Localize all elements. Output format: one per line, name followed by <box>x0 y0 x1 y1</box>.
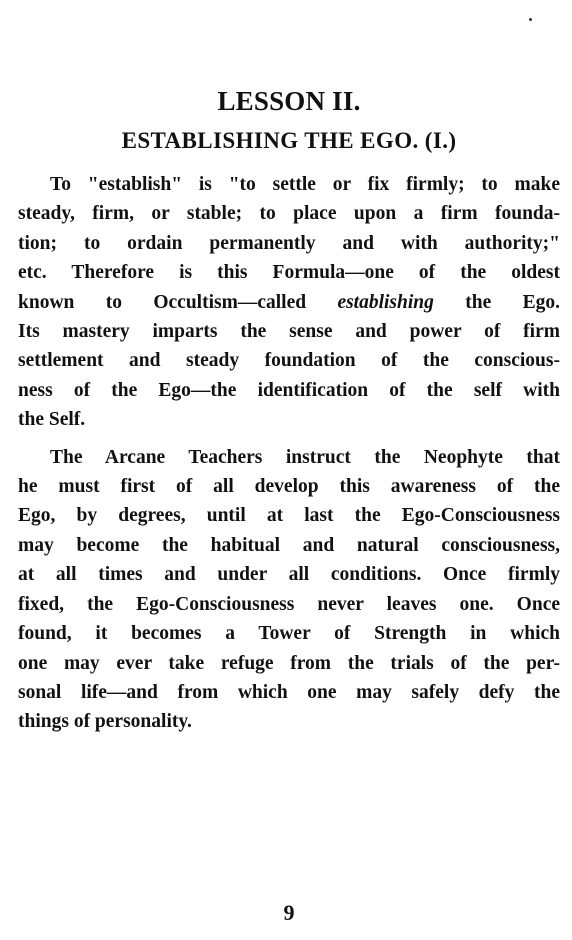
text-line: he must first of all develop this awareness of the <box>18 476 560 498</box>
text-line: things of personality. <box>18 711 192 733</box>
page-number: 9 <box>283 900 295 925</box>
chapter-title: ESTABLISHING THE EGO. (I.) <box>121 128 457 153</box>
text-line: the Self. <box>18 409 86 431</box>
book-page <box>18 0 560 940</box>
text-line: steady, firm, or stable; to place upon a firm founda- <box>18 203 560 225</box>
text-line: etc. Therefore is this Formula—one of the oldest <box>18 262 560 284</box>
paragraph-1 <box>18 170 560 435</box>
text-line: settlement and steady foundation of the conscious- <box>18 350 560 372</box>
text-line: Ego, by degrees, until at last the Ego-Consciousness <box>18 505 560 527</box>
text-line: To "establish" is "to settle or fix firmly; to make <box>50 174 560 195</box>
paragraph-2 <box>18 443 560 737</box>
text-line: The Arcane Teachers instruct the Neophyte that <box>50 446 560 468</box>
text-line: found, it becomes a Tower of Strength in which <box>18 623 560 645</box>
body-text <box>18 170 560 737</box>
text-line: Its mastery imparts the sense and power of firm <box>18 321 560 343</box>
text-line-with-emphasis <box>18 288 560 317</box>
text-fragment: the Ego. <box>433 291 560 313</box>
text-line: one may ever take refuge from the trials of the per- <box>18 652 560 674</box>
text-line: may become the habitual and natural consciousness, <box>18 534 560 556</box>
lesson-title: LESSON II. <box>217 86 361 116</box>
text-line: fixed, the Ego-Consciousness never leaves one. Once <box>18 593 560 615</box>
text-line: at all times and under all conditions. Once firmly <box>18 564 560 586</box>
paragraph-gap <box>18 435 560 443</box>
text-fragment: known to Occultism—called <box>18 291 338 313</box>
text-line: sonal life—and from which one may safely defy the <box>18 681 560 703</box>
emphasized-word: establishing <box>337 291 434 313</box>
text-line: ness of the Ego—the identification of the self with <box>18 379 560 401</box>
text-line: tion; to ordain permanently and with authority;" <box>18 232 560 254</box>
